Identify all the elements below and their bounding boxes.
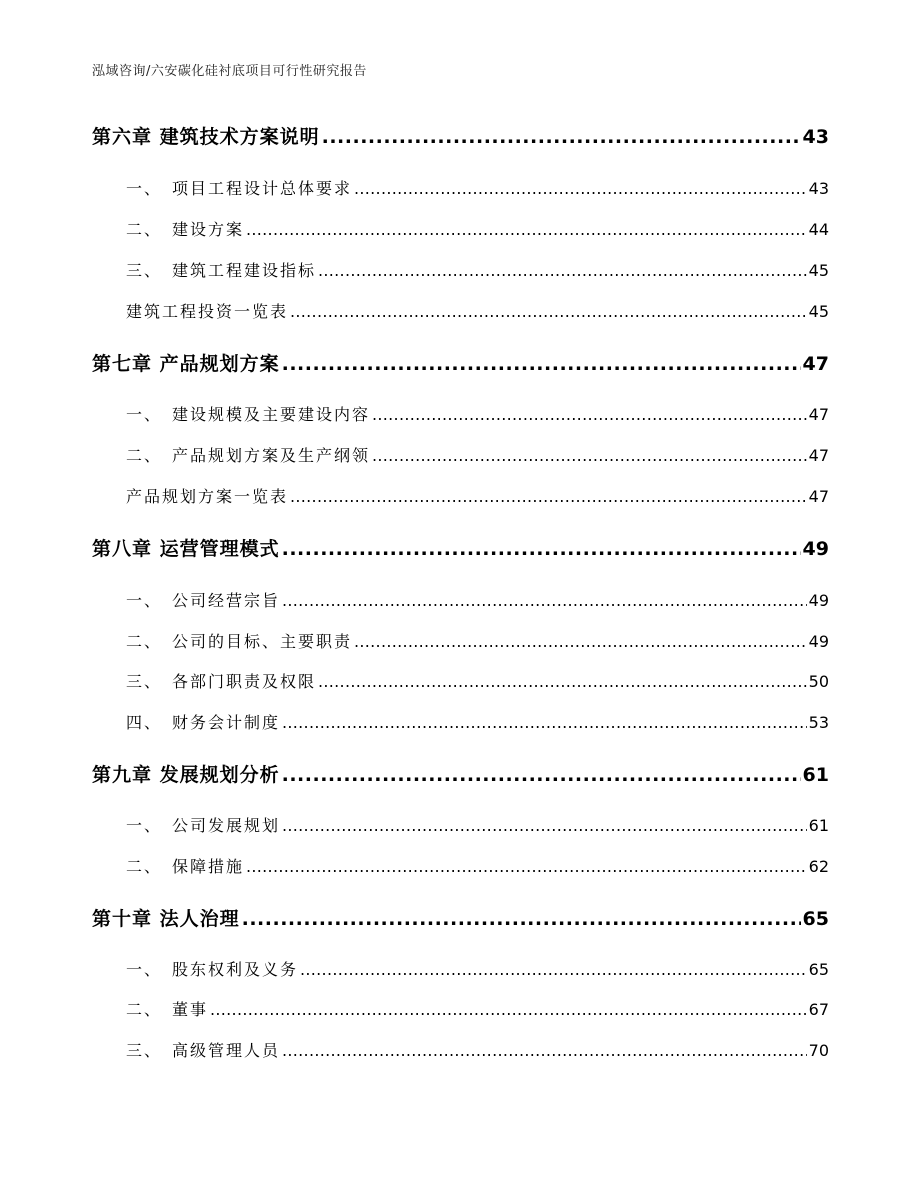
toc-page-number: 47 — [802, 353, 829, 375]
toc-page-number: 49 — [802, 538, 829, 560]
toc-chapter-6[interactable] — [92, 122, 829, 149]
toc-section[interactable] — [92, 629, 829, 652]
toc-leader — [300, 960, 807, 979]
toc-page-number: 61 — [808, 816, 829, 835]
toc-leader — [290, 487, 807, 506]
toc-section[interactable] — [92, 1038, 829, 1061]
toc-page-number: 44 — [808, 220, 829, 239]
toc-chapter-9[interactable] — [92, 760, 829, 787]
toc-page-number: 50 — [808, 672, 829, 691]
toc-page-number: 47 — [808, 487, 829, 506]
toc-leader — [210, 1000, 807, 1019]
toc-section-label: 产品规划方案一览表 — [126, 487, 289, 506]
toc-section-number: 二、 — [126, 1000, 163, 1019]
toc-page-number: 61 — [802, 764, 829, 786]
toc-section[interactable] — [92, 854, 829, 877]
toc-section-label: 产品规划方案及生产纲领 — [172, 446, 371, 465]
toc-section-number: 二、 — [126, 632, 163, 651]
toc-leader — [242, 908, 801, 930]
toc-section-number: 一、 — [126, 816, 163, 835]
toc-leader — [282, 591, 807, 610]
toc-section-label: 股东权利及义务 — [172, 960, 299, 979]
toc-section[interactable] — [92, 997, 829, 1020]
toc-section-number: 一、 — [126, 960, 163, 979]
toc-section-label: 各部门职责及权限 — [172, 672, 317, 691]
toc-section-label: 保障措施 — [172, 857, 245, 876]
toc-page-number: 65 — [802, 908, 829, 930]
toc-page-number: 49 — [808, 591, 829, 610]
toc-section-label: 建设规模及主要建设内容 — [172, 405, 371, 424]
toc-section-label: 建筑工程投资一览表 — [126, 302, 289, 321]
toc-section[interactable] — [92, 484, 829, 507]
toc-section-number: 二、 — [126, 446, 163, 465]
toc-page-number: 47 — [808, 446, 829, 465]
toc-section-number: 三、 — [126, 672, 163, 691]
toc-section[interactable] — [92, 669, 829, 692]
toc-section-label: 公司发展规划 — [172, 816, 281, 835]
toc-leader — [282, 764, 801, 786]
toc-leader — [246, 857, 807, 876]
toc-page-number: 49 — [808, 632, 829, 651]
toc-page-number: 45 — [808, 261, 829, 280]
toc-section[interactable] — [92, 957, 829, 980]
toc-section-label: 董事 — [172, 1000, 209, 1019]
toc-leader — [354, 632, 807, 651]
toc-leader — [282, 713, 807, 732]
toc-section[interactable] — [92, 217, 829, 240]
toc-chapter-label: 第七章 产品规划方案 — [92, 353, 280, 375]
toc-page-number: 45 — [808, 302, 829, 321]
toc-page-number: 53 — [808, 713, 829, 732]
toc-section[interactable] — [92, 176, 829, 199]
toc-page-number: 62 — [808, 857, 829, 876]
toc-leader — [354, 179, 807, 198]
toc-section-label: 建设方案 — [172, 220, 245, 239]
toc-section-number: 二、 — [126, 857, 163, 876]
toc-page-number: 70 — [808, 1041, 829, 1060]
toc-section-number: 一、 — [126, 591, 163, 610]
toc-section[interactable] — [92, 258, 829, 281]
toc-section-label: 公司经营宗旨 — [172, 591, 281, 610]
toc-leader — [322, 126, 801, 148]
toc-page-number: 67 — [808, 1000, 829, 1019]
toc-chapter-7[interactable] — [92, 349, 829, 376]
toc-section[interactable] — [92, 443, 829, 466]
toc-leader — [246, 220, 807, 239]
toc-section[interactable] — [92, 299, 829, 322]
toc-leader — [282, 816, 807, 835]
toc-section-number: 四、 — [126, 713, 163, 732]
toc-leader — [318, 672, 807, 691]
toc-chapter-label: 第十章 法人治理 — [92, 908, 240, 930]
toc-page-number: 47 — [808, 405, 829, 424]
toc-leader — [282, 538, 801, 560]
toc-section-label: 高级管理人员 — [172, 1041, 281, 1060]
toc-section[interactable] — [92, 588, 829, 611]
toc-section-number: 三、 — [126, 1041, 163, 1060]
toc-leader — [372, 405, 807, 424]
toc-section-number: 二、 — [126, 220, 163, 239]
toc-page-number: 43 — [802, 126, 829, 148]
toc-page-number: 43 — [808, 179, 829, 198]
toc-leader — [372, 446, 807, 465]
toc-section[interactable] — [92, 813, 829, 836]
toc-section-label: 财务会计制度 — [172, 713, 281, 732]
page-header: 泓域咨询/六安碳化硅衬底项目可行性研究报告 — [92, 64, 367, 79]
toc-chapter-label: 第九章 发展规划分析 — [92, 764, 280, 786]
toc-leader — [290, 302, 807, 321]
toc-chapter-label: 第八章 运营管理模式 — [92, 538, 280, 560]
toc-chapter-label: 第六章 建筑技术方案说明 — [92, 126, 320, 148]
toc-section-label: 建筑工程建设指标 — [172, 261, 317, 280]
toc-section-number: 一、 — [126, 405, 163, 424]
toc-section-label: 公司的目标、主要职责 — [172, 632, 353, 651]
toc-page-number: 65 — [808, 960, 829, 979]
toc-section-label: 项目工程设计总体要求 — [172, 179, 353, 198]
toc-leader — [282, 353, 801, 375]
toc-leader — [318, 261, 807, 280]
toc-leader — [282, 1041, 807, 1060]
toc-chapter-8[interactable] — [92, 534, 829, 561]
toc-section-number: 一、 — [126, 179, 163, 198]
toc-section-number: 三、 — [126, 261, 163, 280]
toc-section[interactable] — [92, 710, 829, 733]
toc-chapter-10[interactable] — [92, 904, 829, 931]
toc-section[interactable] — [92, 402, 829, 425]
